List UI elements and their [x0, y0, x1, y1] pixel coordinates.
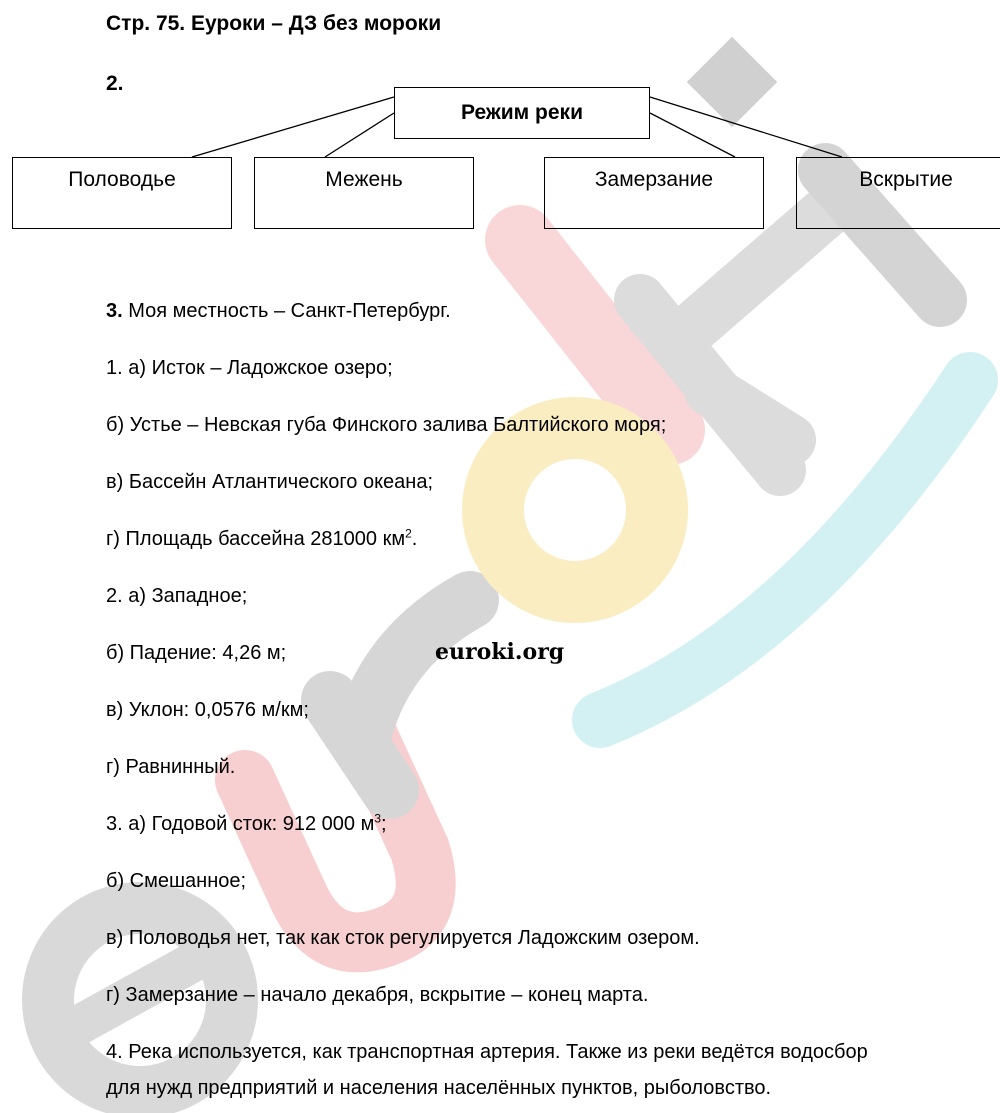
connector-line	[325, 113, 394, 157]
connector-line	[650, 97, 842, 157]
task-2-number: 2.	[106, 72, 124, 95]
task-3-intro-text: Моя местность – Санкт-Петербург.	[122, 300, 451, 322]
answer-line-area	[106, 528, 417, 551]
answer-line: б) Смешанное;	[106, 870, 247, 892]
answer-area-text: г) Площадь бассейна 281000 км	[106, 528, 406, 550]
answer-line: 2. а) Западное;	[106, 585, 248, 607]
answer-line: 1. а) Исток – Ладожское озеро;	[106, 357, 393, 379]
flow-tail: ;	[381, 813, 387, 835]
tree-node-high-water: Половодье	[12, 157, 232, 229]
task-3-number: 3.	[106, 300, 123, 322]
connector-line	[192, 97, 394, 157]
tree-node-low-water: Межень	[254, 157, 474, 229]
answer-line: г) Замерзание – начало декабря, вскрытие – конец марта.	[106, 984, 649, 1006]
tree-node-freeze-up: Замерзание	[544, 157, 764, 229]
task-3-intro	[106, 300, 451, 323]
answer-line-flow	[106, 813, 387, 836]
page-title: Стр. 75. Еуроки – ДЗ без мороки	[106, 12, 442, 35]
flow-superscript: 3	[374, 811, 382, 826]
tree-node-ice-break: Вскрытие	[796, 157, 1000, 229]
answer-line: в) Половодья нет, так как сток регулируется Ладожским озером.	[106, 927, 700, 949]
tree-root-box: Режим реки	[394, 87, 650, 139]
answer-line: в) Бассейн Атлантического океана;	[106, 471, 434, 493]
answer-line: 4. Река используется, как транспортная артерия. Также из реки ведётся водосбор	[106, 1041, 868, 1063]
answer-line: г) Равнинный.	[106, 756, 236, 778]
answer-flow-text: 3. а) Годовой сток: 912 000 м	[106, 813, 375, 835]
site-watermark-text: euroki.org	[435, 639, 565, 665]
answer-line: для нужд предприятий и населения населённых пунктов, рыболовство.	[106, 1077, 772, 1099]
answer-line: б) Устье – Невская губа Финского залива Балтийского моря;	[106, 414, 667, 436]
answer-line: б) Падение: 4,26 м;	[106, 642, 287, 664]
area-superscript: 2	[405, 526, 412, 541]
answer-line: в) Уклон: 0,0576 м/км;	[106, 699, 309, 721]
area-tail: .	[411, 528, 418, 550]
